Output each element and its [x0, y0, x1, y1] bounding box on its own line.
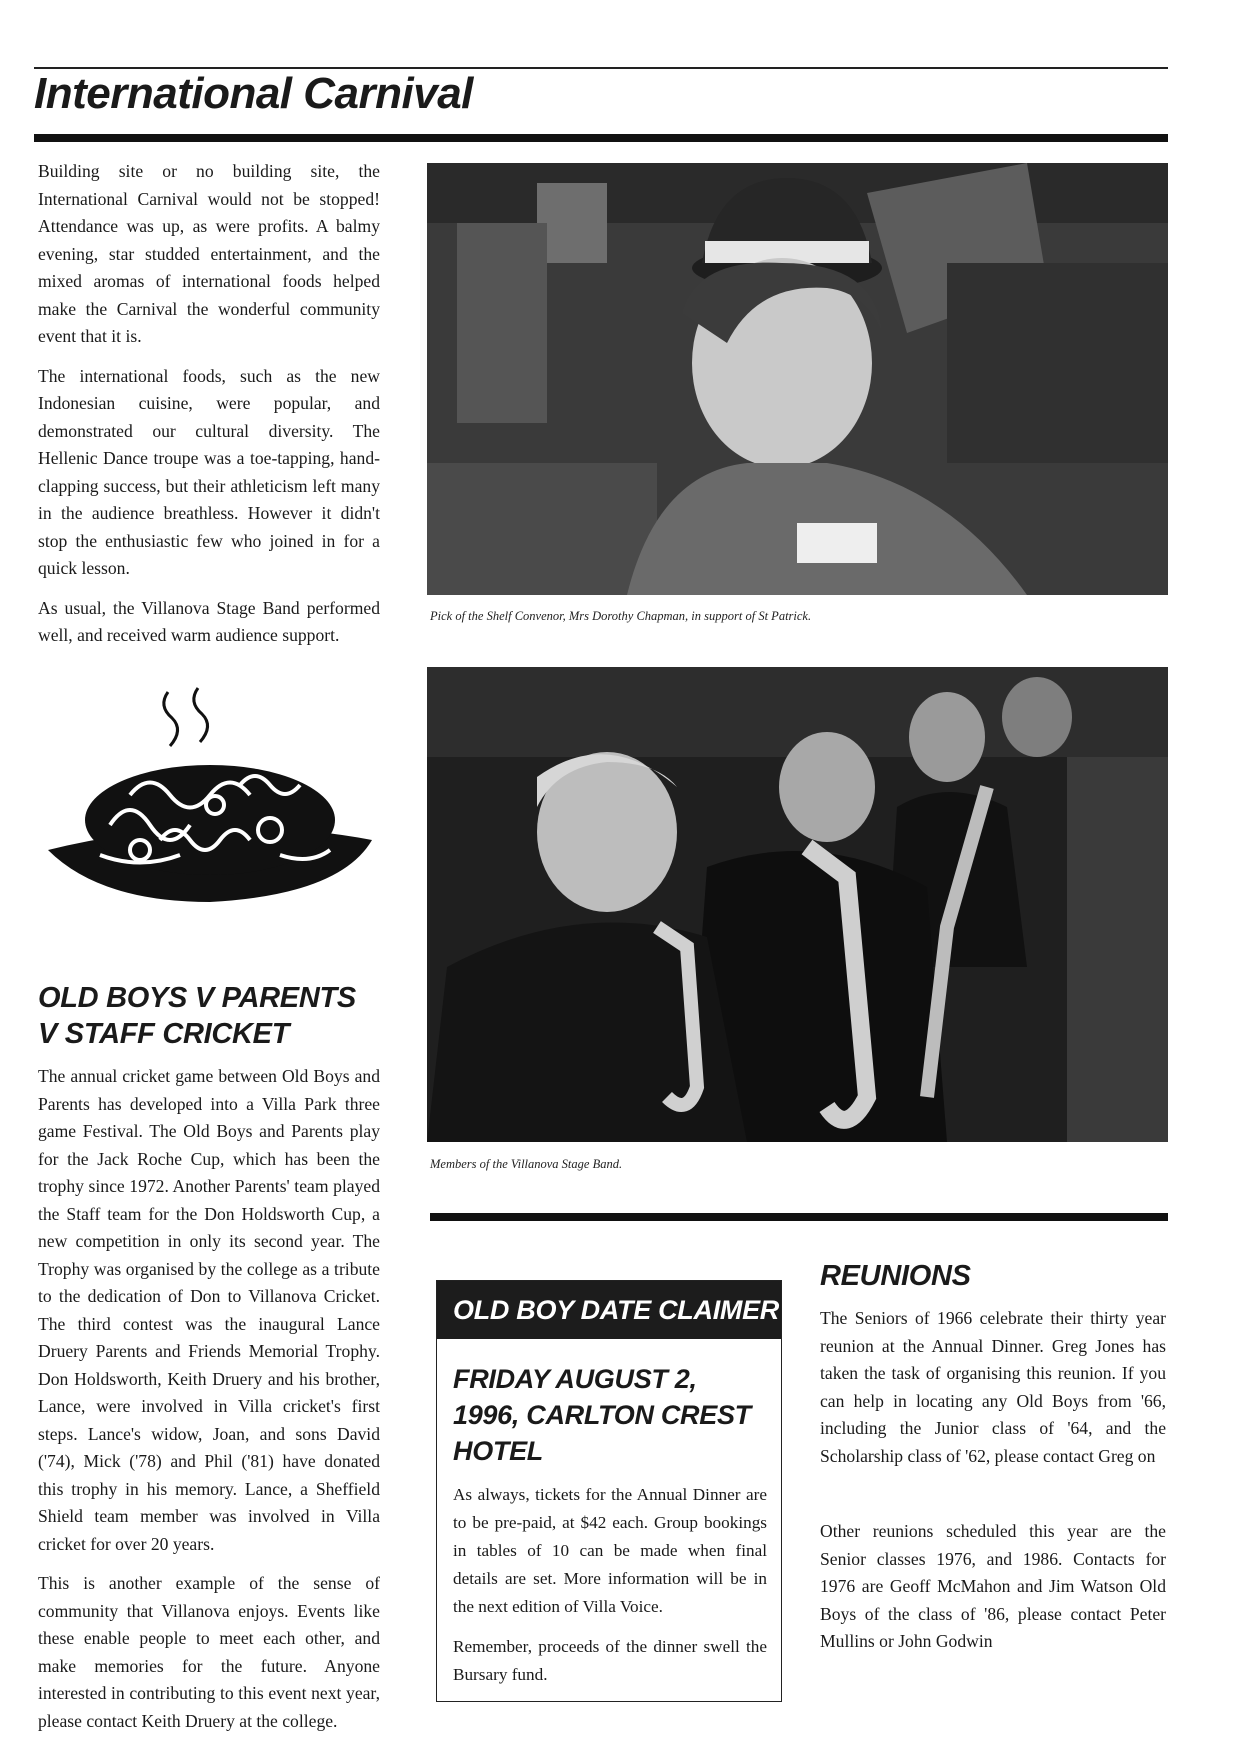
date-claimer-box — [436, 1280, 782, 1702]
reunions-paragraph: The Seniors of 1966 celebrate their thirty year reunion at the Annual Dinner. Greg Jones has taken the task of organising this reunion. If you can help in locating any Old Boys from '66, including the Junior class of '64, and the Scholarship class of '62, please contact Greg on — [820, 1308, 1166, 1466]
photo-convenor — [427, 163, 1168, 595]
page-title: International Carnival — [34, 69, 473, 118]
reunions-heading: REUNIONS — [820, 1260, 971, 1292]
title-underline — [34, 134, 1168, 142]
article-paragraph: Building site or no building site, the International Carnival would not be stopped! Attendance was up, as were profits. A balmy evening, star studded entertainment, and the mixed aromas of international foods helped make the Carnival the wonderful community event that it is. — [38, 161, 380, 346]
cricket-paragraph: The annual cricket game between Old Boys and Parents has developed into a Villa Park three game Festival. The Old Boys and Parents play for the Jack Roche Cup, which has been the trophy since 1972. Another Parents' team played the Staff team for the Don Holdsworth Cup, a new competition in only its second year. The Trophy was organised by the college as a tribute to the dedication of Don to Villanova Cricket. The third contest was the inaugural Lance Druery Parents and Friends Memorial Trophy. Don Holdsworth, Keith Druery and his brother, Lance, were involved in Villa cricket's first steps. Lance's widow, Joan, and sons David ('74), Mick ('78) and Phil ('81) have donated this trophy in his memory. Lance, a Sheffield Shield team member was involved in Villa cricket for over 20 years. — [38, 1066, 380, 1554]
article-paragraph: The international foods, such as the new Indonesian cuisine, were popular, and demonstrated our cultural diversity. The Hellenic Dance troupe was a toe-tapping, hand-clapping success, but their athleticism left many in the audience breathless. However it didn't stop the enthusiastic few who joined in for a quick lesson. — [38, 365, 380, 578]
spaghetti-icon — [40, 680, 380, 910]
article-paragraph: As usual, the Villanova Stage Band performed well, and received warm audience support. — [38, 597, 380, 645]
photo-caption-convenor: Pick of the Shelf Convenor, Mrs Dorothy Chapman, in support of St Patrick. — [430, 609, 812, 623]
cricket-body — [38, 1063, 380, 1747]
photo-caption-stage-band: Members of the Villanova Stage Band. — [430, 1157, 623, 1171]
date-claimer-heading: OLD BOY DATE CLAIMER — [437, 1281, 781, 1339]
article-body — [38, 158, 380, 662]
photo-stage-band — [427, 667, 1168, 1142]
section-divider — [430, 1213, 1168, 1221]
date-claimer-paragraph: Remember, proceeds of the dinner swell the Bursary fund. — [453, 1637, 767, 1684]
date-claimer-event: FRIDAY AUGUST 2, 1996, CARLTON CREST HOTEL — [453, 1364, 751, 1466]
cricket-paragraph: This is another example of the sense of community that Villanova enjoys. Events like these enable people to meet each other, and make memories for the future. Anyone interested in contributing to this event next year, please contact Keith Druery at the college. — [38, 1573, 380, 1731]
reunions-paragraph: Other reunions scheduled this year are the Senior classes 1976, and 1986. Contacts for 1976 are Geoff McMahon and Jim Watson Old Boys of the class of '86, please contact Peter Mullins or John Godwin — [820, 1521, 1166, 1651]
cricket-heading: OLD BOYS V PARENTS V STAFF CRICKET — [38, 982, 356, 1050]
reunions-body — [820, 1305, 1166, 1668]
date-claimer-paragraph: As always, tickets for the Annual Dinner are to be pre-paid, at $42 each. Group bookings in tables of 10 can be made when final details are set. More information will be in the next edition of Villa Voice. — [453, 1485, 767, 1616]
